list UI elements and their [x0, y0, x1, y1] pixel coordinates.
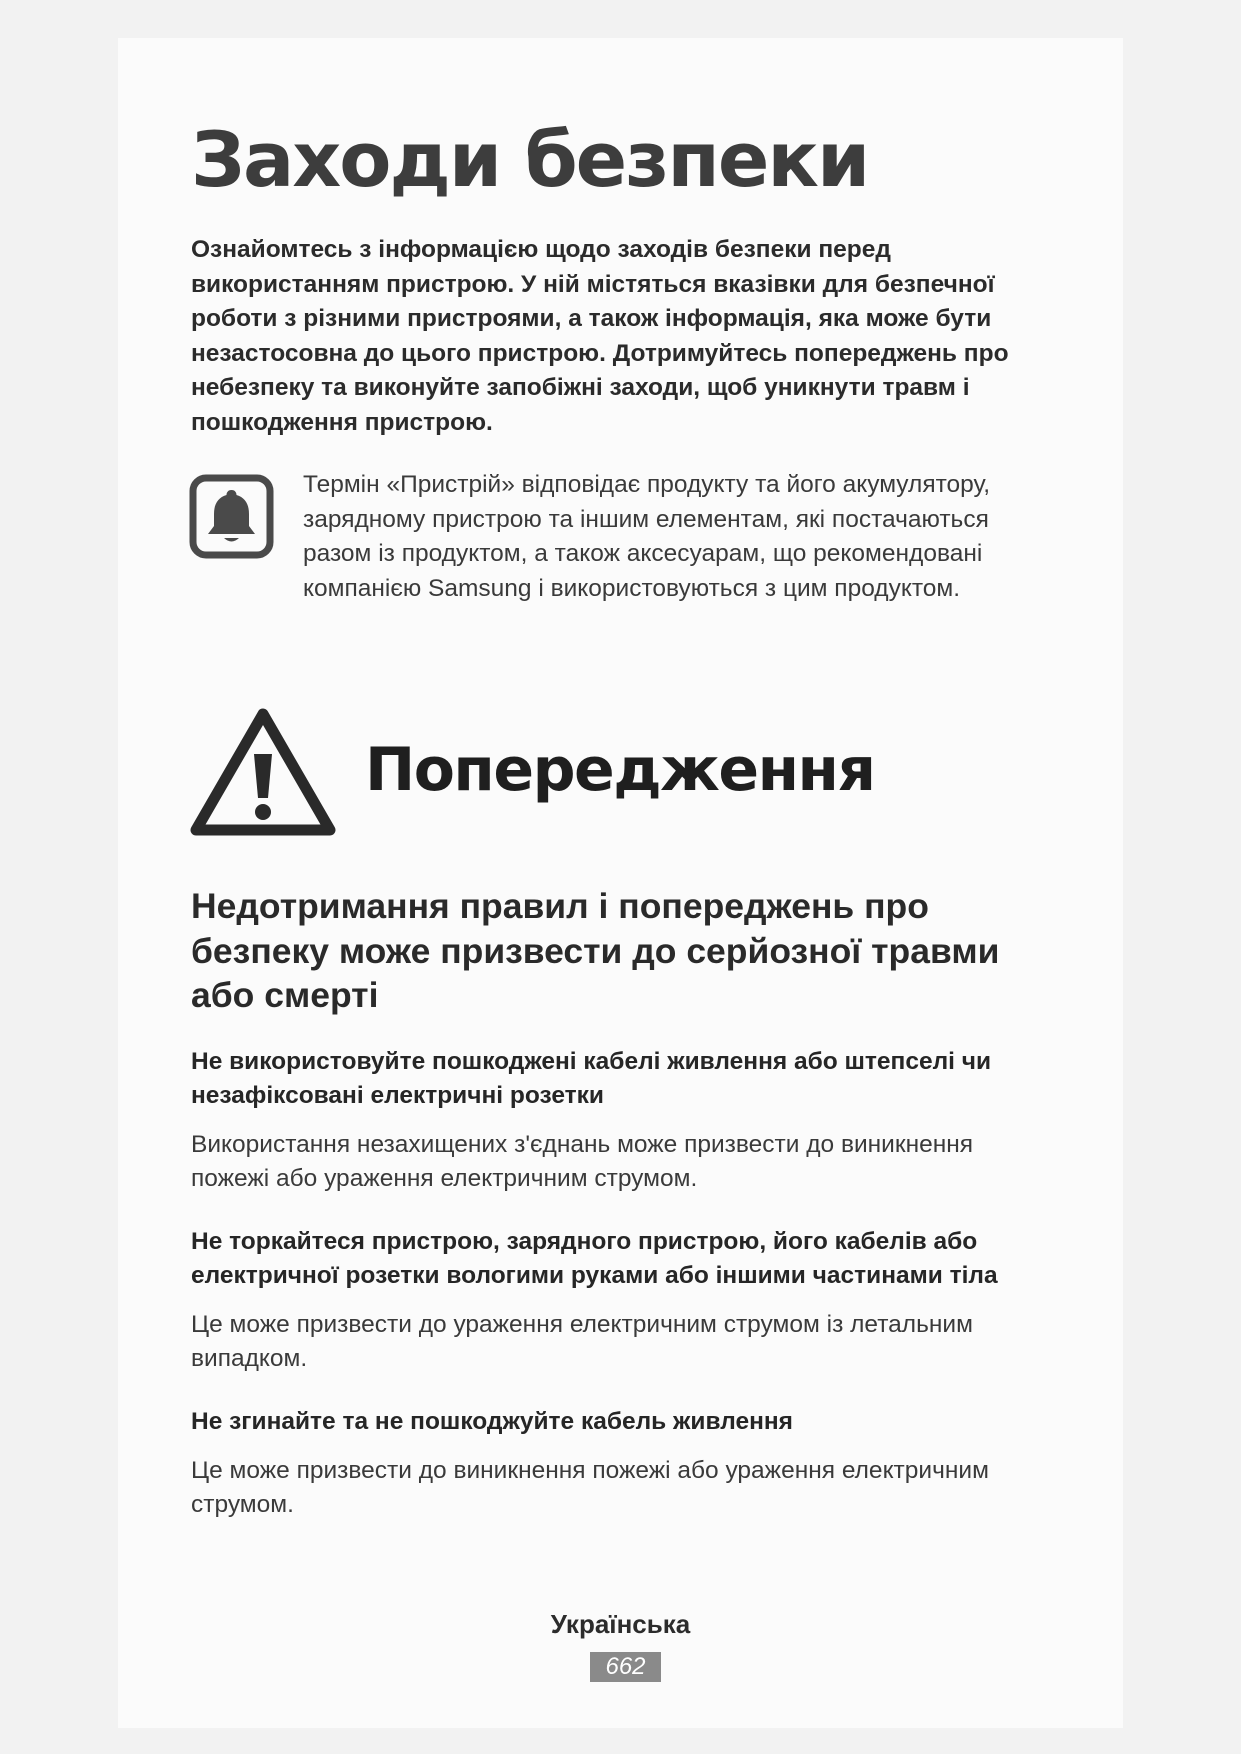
- rule-title: Не використовуйте пошкоджені кабелі живлення або штепселі чи незафіксовані електричні розетки: [191, 1048, 992, 1109]
- footer-language: Українська: [550, 1609, 691, 1639]
- warning-triangle-icon: [189, 706, 337, 838]
- bell-icon: [189, 474, 274, 559]
- rule-title: Не торкайтеся пристрою, зарядного пристрою, його кабелів або електричної розетки вологими руками або іншими частинами тіла: [191, 1228, 998, 1289]
- page-number-badge: 662: [590, 1652, 661, 1682]
- rule-title: Не згинайте та не пошкоджуйте кабель живлення: [191, 1408, 793, 1435]
- rule-text: Це може призвести до виникнення пожежі або ураження електричним струмом.: [191, 1457, 989, 1518]
- intro-paragraph: Ознайомтесь з інформацією щодо заходів безпеки перед використанням пристрою. У ній містяться вказівки для безпечної роботи з різними пристроями, а також інформація, яка може бути незастосовна до цього пристрою. Дотримуйтесь попереджень про небезпеку та виконуйте запобіжні заходи, щоб уникнути травм і пошкодження пристрою.: [191, 236, 1009, 436]
- rule-text: Використання незахищених з'єднань може призвести до виникнення пожежі або ураження електричним струмом.: [191, 1131, 974, 1192]
- warning-heading: Недотримання правил і попереджень про безпеку може призвести до серйозної травми або смерті: [191, 886, 1000, 1015]
- warning-title: Попередження: [365, 735, 875, 805]
- page-title: Заходи безпеки: [191, 115, 869, 204]
- note-text: Термін «Пристрій» відповідає продукту та його акумулятору, зарядному пристрою та іншим елементам, які постачаються разом із продуктом, а також аксесуарам, що рекомендовані компанією Samsung і використовуються з цим продуктом.: [303, 471, 991, 602]
- rule-text: Це може призвести до ураження електричним струмом із летальним випадком.: [191, 1311, 973, 1372]
